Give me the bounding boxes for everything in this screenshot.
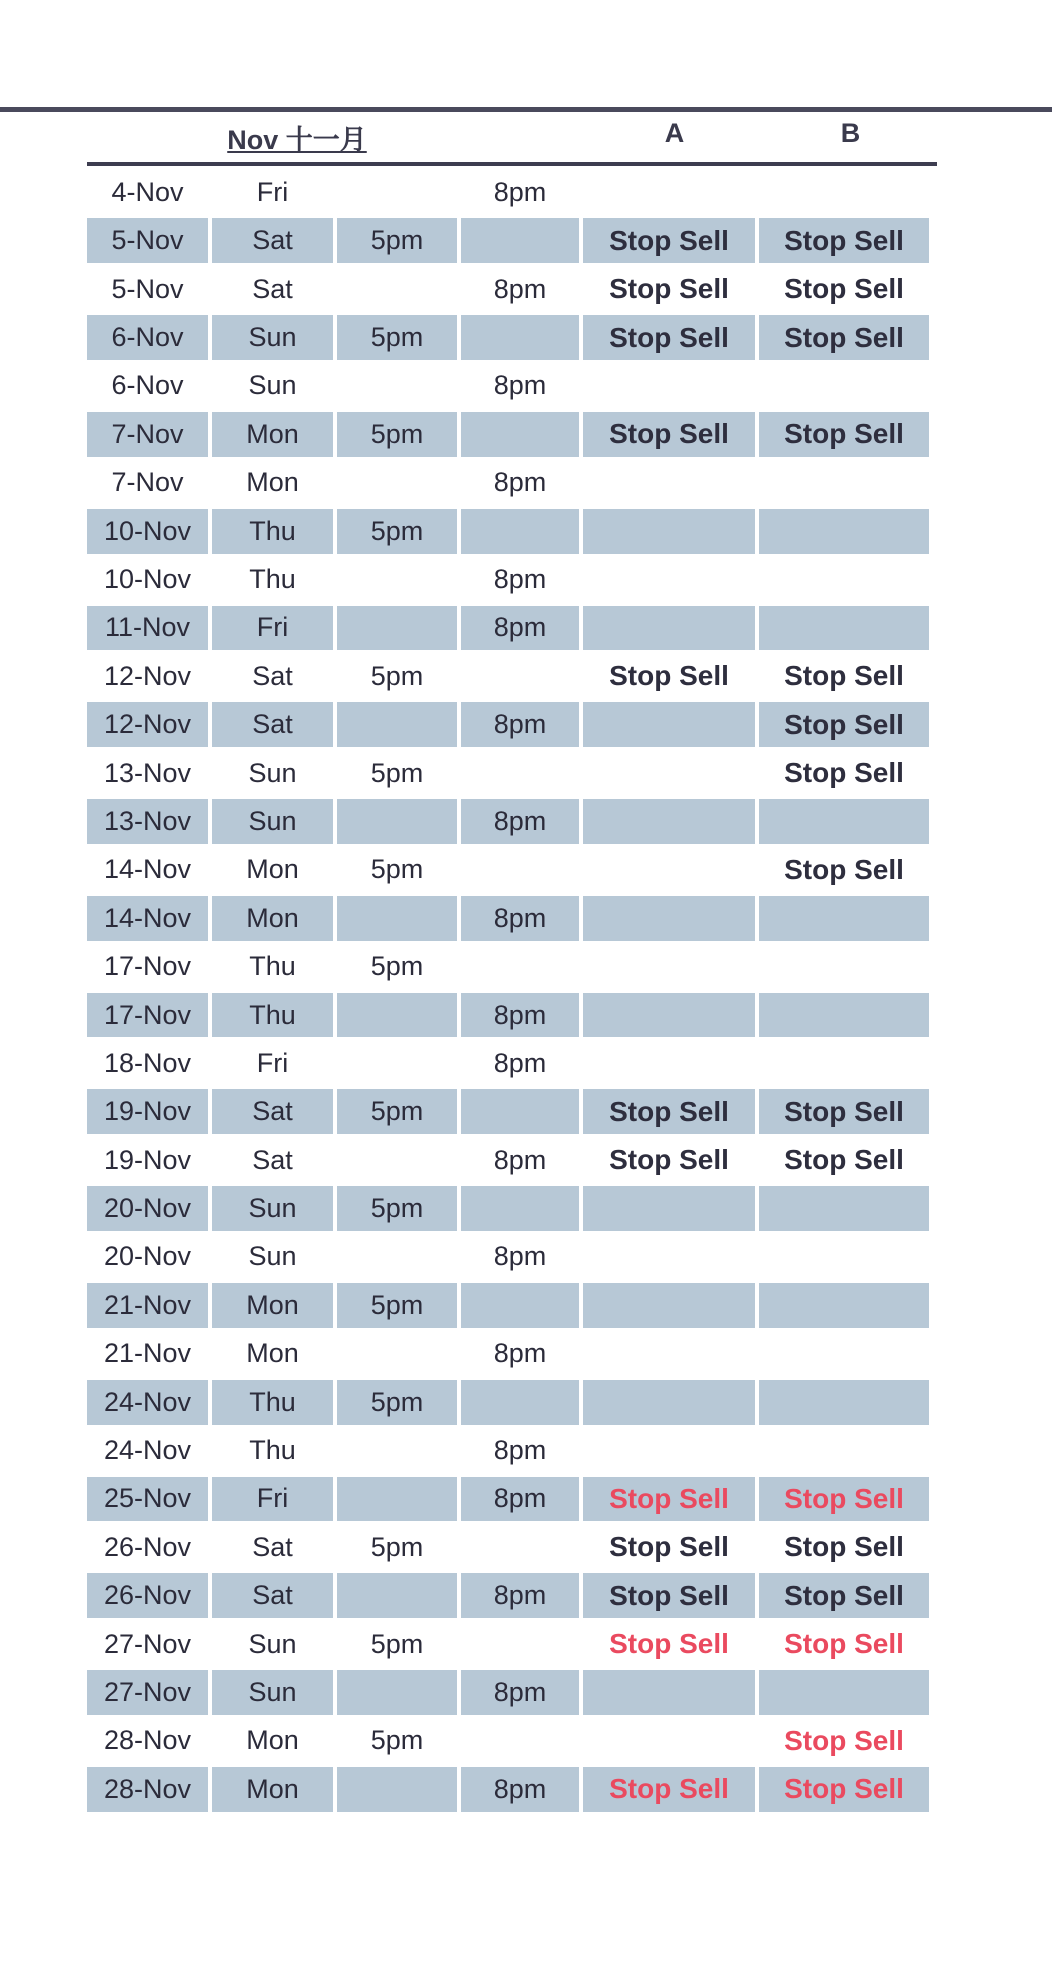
day-cell: Thu [212,509,333,554]
table-row [87,1767,937,1812]
day-cell: Sun [248,1241,297,1272]
day-cell: Sun [248,757,297,788]
table-row [87,1477,937,1522]
column-b-status-cell: Stop Sell [759,218,929,263]
day-cell: Sat [252,660,293,691]
date-cell: 26-Nov [103,1531,192,1562]
column-a-status-cell: Stop Sell [583,218,755,263]
evening-time-cell: 8pm [493,564,547,595]
table-row [87,509,937,554]
date-cell: 21-Nov [103,1338,192,1369]
table-row [87,847,937,892]
date-cell: 19-Nov [87,1089,208,1134]
column-b-status-cell: Stop Sell [759,315,929,360]
matinee-time-cell: 5pm [370,1725,424,1756]
table-row [87,654,937,699]
day-cell: Sun [212,1670,333,1715]
column-a-status-cell [583,1331,755,1376]
day-cell: Thu [249,1435,296,1466]
day-cell: Sun [212,799,333,844]
matinee-time-cell [337,1670,457,1715]
column-b-status-cell [759,993,929,1038]
matinee-time-cell: 5pm [370,951,424,982]
table-row [87,1573,937,1618]
table-row [87,896,937,941]
evening-time-cell [461,1380,579,1425]
column-a-status-cell: Stop Sell [583,315,755,360]
column-a-status-cell [583,460,755,505]
matinee-time-cell [337,896,457,941]
column-b-status-cell [759,1186,929,1231]
evening-time-cell: 8pm [461,993,579,1038]
column-b-heading: B [840,118,861,148]
day-cell: Sat [212,218,333,263]
evening-time-cell [461,1622,579,1667]
column-b-status-cell [759,1380,929,1425]
matinee-time-cell [337,364,457,409]
date-cell: 27-Nov [103,1628,192,1659]
table-row [87,315,937,360]
day-cell: Mon [212,896,333,941]
matinee-time-cell [337,1138,457,1183]
table-body [87,170,937,1812]
matinee-time-cell: 5pm [337,412,457,457]
matinee-time-cell [337,799,457,844]
column-a-status-cell [583,944,755,989]
matinee-time-cell: 5pm [337,1186,457,1231]
column-b-status-cell [759,1041,929,1086]
day-cell: Sun [212,315,333,360]
table-header [87,116,937,166]
column-b-status-cell: Stop Sell [759,702,929,747]
day-cell: Sat [212,1573,333,1618]
day-cell: Thu [212,993,333,1038]
matinee-time-cell: 5pm [337,1283,457,1328]
matinee-time-cell [337,1477,457,1522]
evening-time-cell: 8pm [493,1047,547,1078]
date-cell: 18-Nov [103,1047,192,1078]
table-row [87,1331,937,1376]
date-cell: 6-Nov [111,370,184,401]
date-cell: 27-Nov [87,1670,208,1715]
date-cell: 19-Nov [103,1144,192,1175]
date-cell: 6-Nov [87,315,208,360]
table-row [87,364,937,409]
column-b-status-cell [759,799,929,844]
date-cell: 28-Nov [103,1725,192,1756]
column-a-status-cell [583,1186,755,1231]
column-a-status-cell: Stop Sell [583,1573,755,1618]
date-cell: 4-Nov [111,176,184,207]
matinee-time-cell [337,267,457,312]
table-row [87,1283,937,1328]
matinee-time-cell: 5pm [337,1380,457,1425]
column-b-status-cell [759,944,929,989]
column-a-status-cell [583,896,755,941]
column-b-status-cell [759,1235,929,1280]
table-row [87,557,937,602]
day-cell: Sat [212,1089,333,1134]
column-a-status-cell [583,847,755,892]
date-cell: 12-Nov [87,702,208,747]
column-a-status-cell [583,1283,755,1328]
column-a-status-cell [583,557,755,602]
column-a-status-cell [583,702,755,747]
day-cell: Mon [246,1725,299,1756]
date-cell: 14-Nov [87,896,208,941]
evening-time-cell: 8pm [461,1670,579,1715]
evening-time-cell [461,218,579,263]
column-b-status-cell: Stop Sell [784,1628,904,1660]
day-cell: Fri [212,606,333,651]
table-row [87,799,937,844]
column-b-status-cell: Stop Sell [784,1144,904,1176]
matinee-time-cell: 5pm [337,218,457,263]
day-cell: Mon [212,1283,333,1328]
table-row [87,1670,937,1715]
matinee-time-cell [337,1573,457,1618]
date-cell: 20-Nov [87,1186,208,1231]
table-row [87,1186,937,1231]
column-a-status-cell [583,799,755,844]
date-cell: 11-Nov [87,606,208,651]
evening-time-cell: 8pm [493,1241,547,1272]
column-b-status-cell [759,170,929,215]
matinee-time-cell [337,993,457,1038]
column-a-status-cell [583,1041,755,1086]
column-b-status-cell: Stop Sell [784,757,904,789]
table-row [87,993,937,1038]
evening-time-cell: 8pm [461,799,579,844]
evening-time-cell: 8pm [493,176,547,207]
date-cell: 10-Nov [87,509,208,554]
evening-time-cell: 8pm [493,273,547,304]
column-b-status-cell: Stop Sell [759,412,929,457]
date-cell: 24-Nov [103,1435,192,1466]
column-b-status-cell: Stop Sell [784,1531,904,1563]
day-cell: Fri [256,176,289,207]
column-a-status-cell: Stop Sell [583,1089,755,1134]
day-cell: Thu [249,951,296,982]
evening-time-cell: 8pm [461,1573,579,1618]
day-cell: Sat [252,1531,293,1562]
evening-time-cell [461,1525,579,1570]
table-row [87,1719,937,1764]
matinee-time-cell: 5pm [337,509,457,554]
date-cell: 21-Nov [87,1283,208,1328]
day-cell: Fri [256,1047,289,1078]
date-cell: 14-Nov [103,854,192,885]
day-cell: Mon [246,467,299,498]
table-row [87,170,937,215]
column-b-status-cell [759,1331,929,1376]
column-a-status-cell: Stop Sell [583,1477,755,1522]
evening-time-cell [461,1719,579,1764]
table-row [87,1138,937,1183]
date-cell: 26-Nov [87,1573,208,1618]
matinee-time-cell: 5pm [337,315,457,360]
matinee-time-cell [337,606,457,651]
date-cell: 25-Nov [87,1477,208,1522]
table-row [87,1428,937,1473]
column-a-status-cell [583,364,755,409]
day-cell: Thu [212,1380,333,1425]
column-b-status-cell: Stop Sell [784,660,904,692]
day-cell: Thu [249,564,296,595]
evening-time-cell [461,315,579,360]
evening-time-cell [461,654,579,699]
table-row [87,412,937,457]
matinee-time-cell: 5pm [370,1628,424,1659]
evening-time-cell: 8pm [461,1477,579,1522]
date-cell: 13-Nov [87,799,208,844]
column-a-status-cell [583,170,755,215]
date-cell: 28-Nov [87,1767,208,1812]
evening-time-cell: 8pm [493,1338,547,1369]
top-divider-line [0,107,1052,112]
evening-time-cell [461,1089,579,1134]
column-a-status-cell [583,751,755,796]
evening-time-cell: 8pm [461,1767,579,1812]
column-a-status-cell [583,509,755,554]
table-row [87,1525,937,1570]
column-b-status-cell: Stop Sell [784,273,904,305]
date-cell: 7-Nov [87,412,208,457]
column-b-status-cell [759,896,929,941]
column-a-status-cell [583,1670,755,1715]
table-row [87,1235,937,1280]
table-row [87,267,937,312]
column-b-status-cell [759,606,929,651]
matinee-time-cell [337,460,457,505]
matinee-time-cell: 5pm [370,1531,424,1562]
evening-time-cell: 8pm [493,1144,547,1175]
column-a-status-cell [583,1380,755,1425]
column-b-status-cell [759,460,929,505]
column-b-status-cell [759,364,929,409]
column-a-status-cell [583,993,755,1038]
day-cell: Mon [246,854,299,885]
column-b-status-cell: Stop Sell [784,1724,904,1756]
matinee-time-cell: 5pm [370,854,424,885]
evening-time-cell [461,1283,579,1328]
date-cell: 20-Nov [103,1241,192,1272]
day-cell: Sat [252,1144,293,1175]
column-b-status-cell [759,509,929,554]
table-row [87,1622,937,1667]
day-cell: Sun [212,1186,333,1231]
date-cell: 12-Nov [103,660,192,691]
column-b-status-cell: Stop Sell [784,853,904,885]
column-a-status-cell: Stop Sell [609,1144,729,1176]
column-a-status-cell [583,1235,755,1280]
column-b-status-cell: Stop Sell [759,1573,929,1618]
column-b-status-cell [759,1670,929,1715]
evening-time-cell: 8pm [493,370,547,401]
matinee-time-cell [337,1235,457,1280]
evening-time-cell [461,1186,579,1231]
month-heading: Nov 十一月 [227,125,367,155]
day-cell: Mon [212,412,333,457]
column-a-status-cell: Stop Sell [609,273,729,305]
evening-time-cell [461,944,579,989]
date-cell: 10-Nov [103,564,192,595]
evening-time-cell [461,509,579,554]
table-row [87,751,937,796]
day-cell: Sun [248,370,297,401]
date-cell: 13-Nov [103,757,192,788]
date-cell: 7-Nov [111,467,184,498]
evening-time-cell [461,847,579,892]
table-row [87,1089,937,1134]
column-b-status-cell [759,1283,929,1328]
evening-time-cell [461,412,579,457]
schedule-table [87,116,937,1815]
column-b-status-cell: Stop Sell [759,1767,929,1812]
day-cell: Fri [212,1477,333,1522]
table-row [87,702,937,747]
column-a-status-cell [583,1719,755,1764]
table-row [87,218,937,263]
day-cell: Sun [248,1628,297,1659]
evening-time-cell: 8pm [461,606,579,651]
evening-time-cell: 8pm [493,467,547,498]
date-cell: 24-Nov [87,1380,208,1425]
evening-time-cell: 8pm [461,702,579,747]
matinee-time-cell [337,557,457,602]
day-cell: Sat [212,702,333,747]
evening-time-cell: 8pm [461,896,579,941]
matinee-time-cell [337,1331,457,1376]
date-cell: 17-Nov [103,951,192,982]
table-row [87,606,937,651]
matinee-time-cell [337,1041,457,1086]
matinee-time-cell [337,170,457,215]
date-cell: 5-Nov [87,218,208,263]
column-b-status-cell: Stop Sell [759,1089,929,1134]
evening-time-cell [461,751,579,796]
column-a-status-cell [583,1428,755,1473]
column-b-status-cell [759,557,929,602]
column-a-status-cell: Stop Sell [609,1531,729,1563]
column-a-status-cell: Stop Sell [583,412,755,457]
day-cell: Sat [252,273,293,304]
matinee-time-cell: 5pm [370,757,424,788]
column-a-status-cell: Stop Sell [609,1628,729,1660]
evening-time-cell: 8pm [493,1435,547,1466]
matinee-time-cell [337,1767,457,1812]
column-a-status-cell [583,606,755,651]
date-cell: 5-Nov [111,273,184,304]
day-cell: Mon [212,1767,333,1812]
column-a-heading: A [664,118,685,148]
column-a-status-cell: Stop Sell [583,1767,755,1812]
column-b-status-cell [759,1428,929,1473]
matinee-time-cell [337,1428,457,1473]
date-cell: 17-Nov [87,993,208,1038]
day-cell: Mon [246,1338,299,1369]
matinee-time-cell: 5pm [337,1089,457,1134]
table-row [87,460,937,505]
column-a-status-cell: Stop Sell [609,660,729,692]
table-row [87,944,937,989]
column-b-status-cell: Stop Sell [759,1477,929,1522]
table-row [87,1380,937,1425]
table-row [87,1041,937,1086]
matinee-time-cell: 5pm [370,660,424,691]
matinee-time-cell [337,702,457,747]
